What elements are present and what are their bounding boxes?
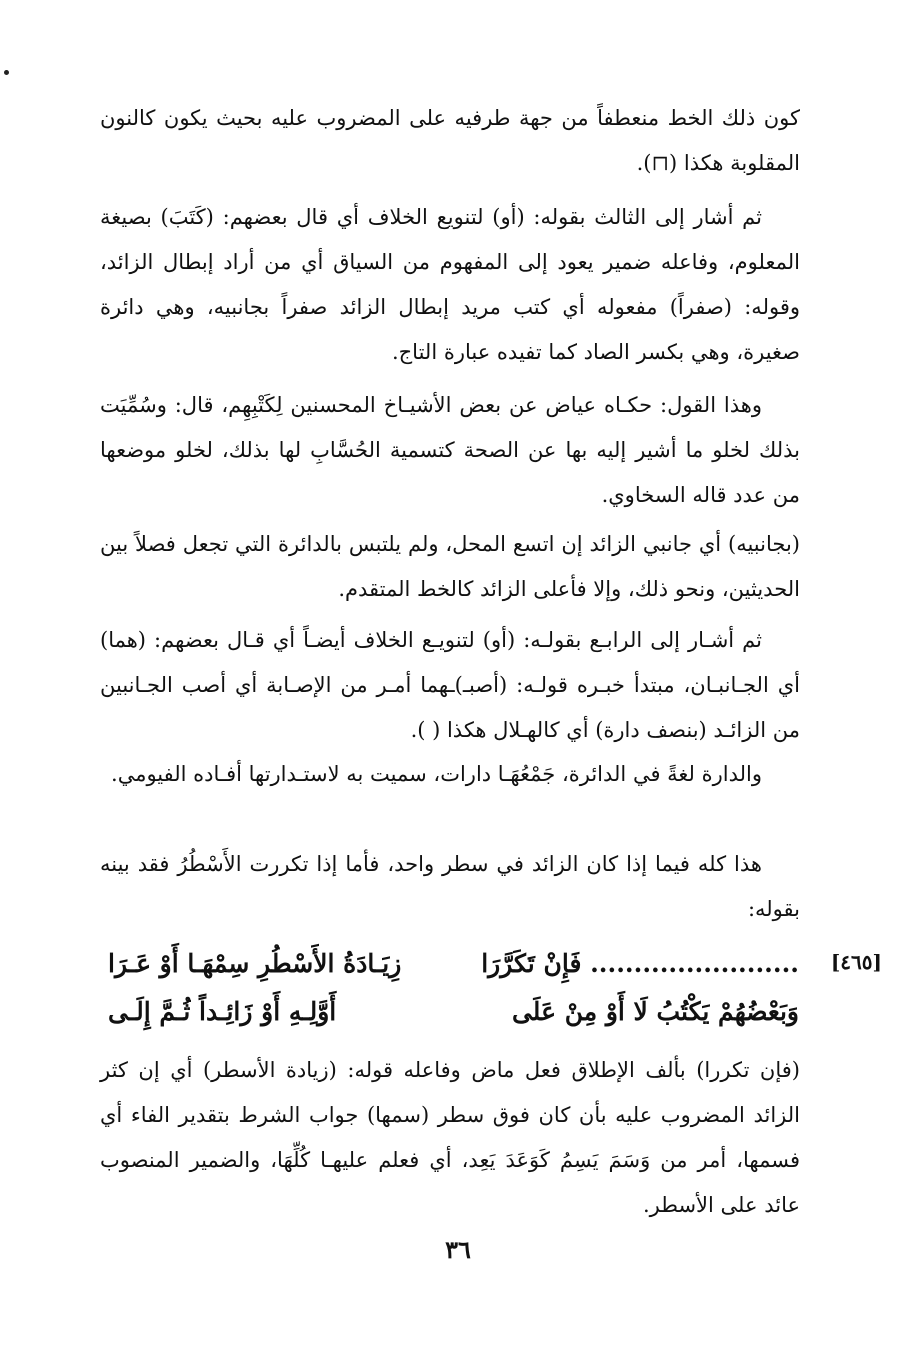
- text-block-8: [100, 1048, 800, 1228]
- verse-number: [٤٦٥]: [830, 950, 882, 974]
- paragraph-5: ثم أشـار إلى الرابـع بقولـه: (أو) لتنويـع الخلاف أيضـاً أي قـال بعضهم: (هما) أي الجـانبـان، مبتدأ خبـره قولـه: (أصبـ)ـهما أمـر من الإصـابة أي أصب الجـانبين من الزائـد (بنصف دارة) أي كالهـلال هكذا ( ).: [100, 628, 800, 742]
- page-number: ٣٦: [445, 1235, 471, 1264]
- verse-line-1-right: ........................ فَإِنْ تَكَرَّرَا: [481, 949, 799, 978]
- verse-line-2-left: أَوَّلِـهِ أَوْ زَائِـداً ثُـمَّ إِلَـى: [108, 997, 337, 1026]
- text-block-3: [100, 383, 800, 518]
- text-block-top: [100, 96, 800, 186]
- scan-speck: [4, 70, 9, 75]
- text-block-5: [100, 618, 800, 753]
- text-block-2: [100, 195, 800, 375]
- paragraph-1: كون ذلك الخط منعطفاً من جهة طرفيه على المضروب عليه بحيث يكون كالنون المقلوبة هكذا (⊓).: [100, 106, 800, 175]
- paragraph-6: والدارة لغةً في الدائرة، جَمْعُهَـا دارات، سميت به لاستـدارتها أفـاده الفيومي.: [111, 762, 762, 786]
- paragraph-7: هذا كله فيما إذا كان الزائد في سطر واحد، فأما إذا تكررت الأَسْطُرُ فقد بينه بقوله:: [100, 852, 800, 921]
- paragraph-2: ثم أشار إلى الثالث بقوله: (أو) لتنويع الخلاف أي قال بعضهم: (كَتَبَ) بصيغة المعلوم، وفاعله ضمير يعود إلى المفهوم من السياق أي من أراد إبطال الزائد، وقوله: (صفراً) مفعوله أي كتب مريد إبطال الزائد صفراً بجانبيه، وهي دائرة صغيرة، وهي بكسر الصاد كما تفيده عبارة التاج.: [100, 205, 800, 364]
- verse-line-1-left: زِيَـادَةُ الأَسْطُرِ سِمْهَـا أَوْ عَـرَا: [108, 949, 402, 978]
- paragraph-8: (فإن تكررا) بألف الإطلاق فعل ماض وفاعله قوله: (زيادة الأسطر) أي إن كثر الزائد المضروب عليه بأن كان فوق سطر (سمها) جواب الشرط بتقدير الفاء أي فسمها، أمر من وَسَمَ يَسِمُ كَوَعَدَ يَعِد، أي فعلم عليهـا كُلِّهَا، والضمير المنصوب عائد على الأسطر.: [100, 1058, 800, 1217]
- paragraph-3: وهذا القول: حكـاه عياض عن بعض الأشيـاخ المحسنين لِكَتْبِهِم، قال: وسُمِّيَت بذلك لخلو ما أشير إليه بها عن الصحة كتسمية الحُسَّابِ لها بذلك، لخلو موضعها من عدد قاله السخاوي.: [100, 393, 800, 507]
- verse-line-2-right: وَبَعْضُهُمْ يَكْتُبُ لَا أَوْ مِنْ عَلَى: [511, 997, 799, 1026]
- paragraph-4: (بجانبيه) أي جانبي الزائد إن اتسع المحل، ولم يلتبس بالدائرة التي تجعل فصلاً بين الحديثين، ونحو ذلك، وإلا فأعلى الزائد كالخط المتقدم.: [100, 532, 800, 601]
- text-block-4: [100, 522, 800, 612]
- text-block-6: [100, 752, 800, 797]
- text-block-7: [100, 842, 800, 932]
